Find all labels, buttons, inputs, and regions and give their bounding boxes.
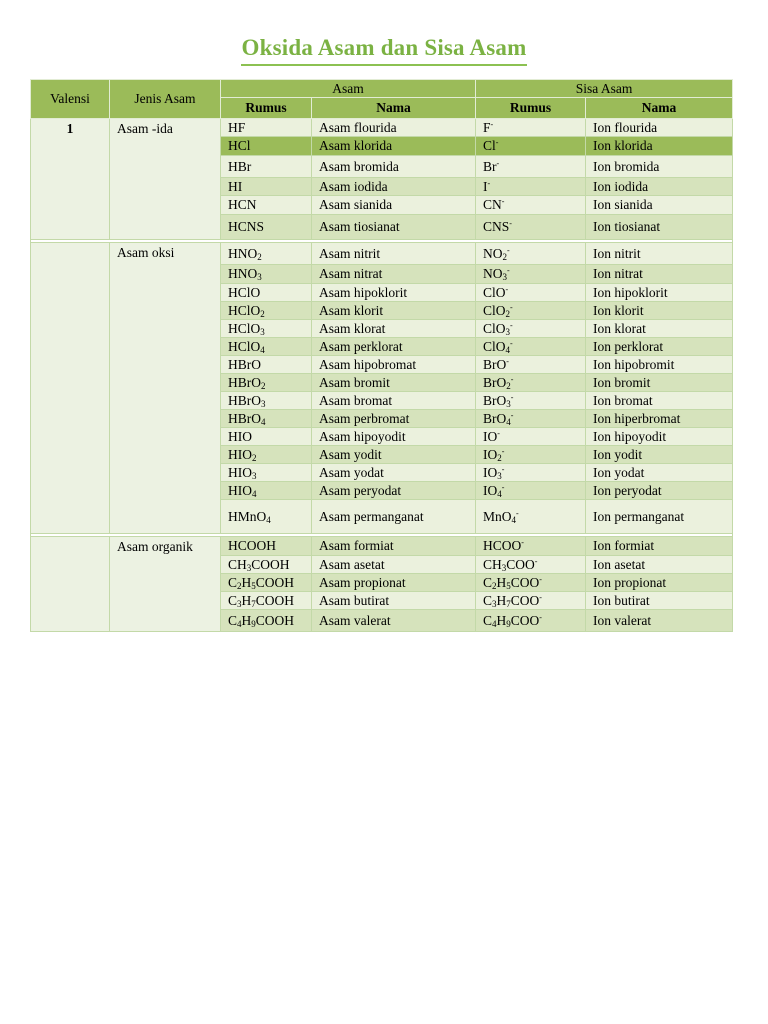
residue-name: Ion klorida	[586, 137, 733, 156]
acid-name: Asam tiosianat	[312, 215, 476, 240]
residue-name: Ion tiosianat	[586, 215, 733, 240]
residue-formula: CNS-	[476, 215, 586, 240]
residue-formula: MnO$_4$-	[476, 500, 586, 534]
acid-formula: HMnO$_4$	[221, 500, 312, 534]
acid-name: Asam nitrit	[312, 243, 476, 265]
table-header	[31, 80, 733, 119]
residue-name: Ion formiat	[586, 537, 733, 556]
acid-formula: HIO	[221, 428, 312, 446]
title-wrap	[0, 33, 768, 66]
valensi-cell: 1	[31, 119, 110, 240]
acid-name: Asam bromit	[312, 374, 476, 392]
residue-name: Ion hiperbromat	[586, 410, 733, 428]
table-row	[31, 119, 733, 137]
acid-formula: HCN	[221, 196, 312, 215]
acid-formula: HCOOH	[221, 537, 312, 556]
acid-formula: HF	[221, 119, 312, 137]
acid-name: Asam valerat	[312, 610, 476, 632]
acid-formula: HBrO$_3$	[221, 392, 312, 410]
acid-name: Asam permanganat	[312, 500, 476, 534]
acid-name: Asam bromida	[312, 156, 476, 178]
acid-formula: HClO$_4$	[221, 338, 312, 356]
residue-formula: BrO$_2$-	[476, 374, 586, 392]
residue-name: Ion hipoyodit	[586, 428, 733, 446]
residue-formula: $IO_3^-$	[476, 464, 586, 482]
residue-formula: F-	[476, 119, 586, 137]
acid-formula: $C_2H_5COOH$	[221, 574, 312, 592]
acid-name: Asam flourida	[312, 119, 476, 137]
acid-name: Asam perklorat	[312, 338, 476, 356]
acid-name: Asam nitrat	[312, 265, 476, 284]
acid-name: Asam hipoklorit	[312, 284, 476, 302]
acid-formula: $HIO_2$	[221, 446, 312, 464]
acid-formula: $CH_3COOH$	[221, 556, 312, 574]
residue-formula: $CH_3COO^-$	[476, 556, 586, 574]
acid-formula: $HIO_4$	[221, 482, 312, 500]
acid-formula: $HNO_2$	[221, 243, 312, 265]
acid-name: Asam peryodat	[312, 482, 476, 500]
acid-formula: HCl	[221, 137, 312, 156]
residue-name: Ion hipoklorit	[586, 284, 733, 302]
header-sisa-asam: Sisa Asam	[476, 80, 733, 98]
acid-formula: HClO$_2$	[221, 302, 312, 320]
residue-name: Ion hipobromit	[586, 356, 733, 374]
jenis-asam-cell: Asam -ida	[110, 119, 221, 240]
residue-formula: IO-	[476, 428, 586, 446]
residue-formula: BrO-	[476, 356, 586, 374]
acid-name: Asam propionat	[312, 574, 476, 592]
acid-name: Asam yodit	[312, 446, 476, 464]
page-title: Oksida Asam dan Sisa Asam	[241, 33, 528, 66]
residue-formula: CN-	[476, 196, 586, 215]
header-asam-nama: Nama	[312, 98, 476, 119]
header-sisa-nama: Nama	[586, 98, 733, 119]
residue-name: Ion butirat	[586, 592, 733, 610]
residue-formula: Br-	[476, 156, 586, 178]
header-asam: Asam	[221, 80, 476, 98]
residue-name: Ion permanganat	[586, 500, 733, 534]
table-row	[31, 537, 733, 556]
acid-name: Asam yodat	[312, 464, 476, 482]
acid-name: Asam asetat	[312, 556, 476, 574]
acid-name: Asam butirat	[312, 592, 476, 610]
residue-formula: $C_2H_5COO^-$	[476, 574, 586, 592]
residue-name: Ion peryodat	[586, 482, 733, 500]
residue-formula: I-	[476, 178, 586, 196]
residue-name: Ion nitrat	[586, 265, 733, 284]
acid-formula: HClO	[221, 284, 312, 302]
acid-name: Asam formiat	[312, 537, 476, 556]
jenis-asam-cell: Asam organik	[110, 537, 221, 632]
table-body	[31, 119, 733, 632]
acid-formula: HBr	[221, 156, 312, 178]
residue-name: Ion bromit	[586, 374, 733, 392]
residue-formula: Cl-	[476, 137, 586, 156]
acid-formula: $HNO_3$	[221, 265, 312, 284]
residue-name: Ion klorat	[586, 320, 733, 338]
acid-formula: HCNS	[221, 215, 312, 240]
acid-formula: HBrO	[221, 356, 312, 374]
acid-formula: $HIO_3$	[221, 464, 312, 482]
residue-name: Ion perklorat	[586, 338, 733, 356]
residue-name: Ion bromat	[586, 392, 733, 410]
residue-name: Ion yodat	[586, 464, 733, 482]
residue-name: Ion yodit	[586, 446, 733, 464]
residue-name: Ion bromida	[586, 156, 733, 178]
residue-name: Ion valerat	[586, 610, 733, 632]
header-valensi: Valensi	[31, 80, 110, 119]
acid-name: Asam hipobromat	[312, 356, 476, 374]
residue-formula: $NO_2^-$	[476, 243, 586, 265]
residue-formula: ClO-	[476, 284, 586, 302]
acid-name: Asam iodida	[312, 178, 476, 196]
residue-formula: $IO_4^-$	[476, 482, 586, 500]
acid-name: Asam bromat	[312, 392, 476, 410]
acid-formula: $C_3H_7COOH$	[221, 592, 312, 610]
acid-formula: HClO$_3$	[221, 320, 312, 338]
acid-formula: HI	[221, 178, 312, 196]
acid-name: Asam klorida	[312, 137, 476, 156]
residue-formula: HCOO-	[476, 537, 586, 556]
residue-formula: $C_4H_9COO^-$	[476, 610, 586, 632]
acid-formula: $C_4H_9COOH$	[221, 610, 312, 632]
residue-name: Ion asetat	[586, 556, 733, 574]
valensi-cell	[31, 537, 110, 632]
residue-formula: ClO$_2$-	[476, 302, 586, 320]
residue-formula: $NO_3^-$	[476, 265, 586, 284]
acid-name: Asam klorit	[312, 302, 476, 320]
residue-name: Ion iodida	[586, 178, 733, 196]
residue-formula: $IO_2^-$	[476, 446, 586, 464]
header-sisa-rumus: Rumus	[476, 98, 586, 119]
acid-formula: HBrO$_2$	[221, 374, 312, 392]
residue-name: Ion sianida	[586, 196, 733, 215]
residue-name: Ion klorit	[586, 302, 733, 320]
residue-name: Ion propionat	[586, 574, 733, 592]
table-row	[31, 243, 733, 265]
residue-name: Ion flourida	[586, 119, 733, 137]
jenis-asam-cell: Asam oksi	[110, 243, 221, 534]
residue-formula: ClO$_4$-	[476, 338, 586, 356]
residue-formula: BrO$_4$-	[476, 410, 586, 428]
residue-formula: $C_3H_7COO^-$	[476, 592, 586, 610]
acid-name: Asam sianida	[312, 196, 476, 215]
header-asam-rumus: Rumus	[221, 98, 312, 119]
acid-table	[30, 79, 733, 632]
acid-formula: HBrO$_4$	[221, 410, 312, 428]
residue-formula: BrO$_3$-	[476, 392, 586, 410]
valensi-cell	[31, 243, 110, 534]
acid-name: Asam klorat	[312, 320, 476, 338]
residue-name: Ion nitrit	[586, 243, 733, 265]
acid-name: Asam perbromat	[312, 410, 476, 428]
residue-formula: ClO$_3$-	[476, 320, 586, 338]
header-jenis-asam: Jenis Asam	[110, 80, 221, 119]
acid-name: Asam hipoyodit	[312, 428, 476, 446]
